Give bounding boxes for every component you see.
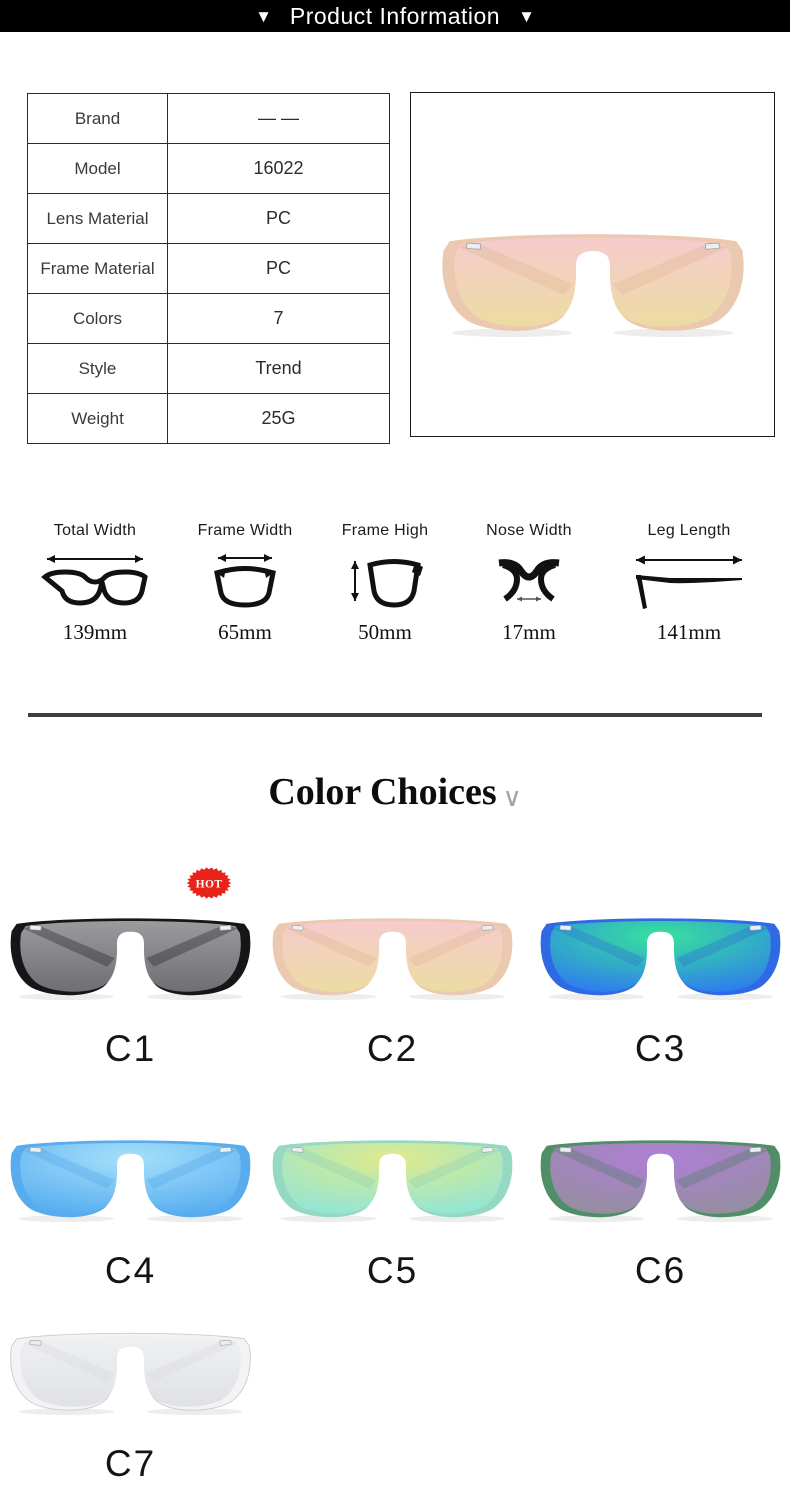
svg-text:HOT: HOT [195, 878, 223, 891]
variant-card-c6 [538, 1125, 783, 1292]
spec-row [28, 94, 390, 144]
variant-card-c7 [8, 1318, 253, 1485]
variant-card-c5 [270, 1125, 515, 1292]
measurement-value: 50mm [358, 620, 412, 644]
measurement-label: Frame High [341, 522, 429, 539]
variant-glasses-image [8, 1318, 253, 1419]
measurement-leg-length [614, 522, 764, 645]
variant-glasses-image [538, 903, 783, 1004]
spec-label: Model [28, 144, 168, 194]
measurement-label: Nose Width [486, 522, 572, 539]
spec-table [27, 93, 390, 444]
product-photo [410, 92, 775, 437]
color-choices-title [0, 770, 790, 814]
header-bar [0, 0, 790, 32]
triangle-down-icon: ▼ [255, 6, 272, 26]
spec-label: Style [28, 344, 168, 394]
spec-row [28, 294, 390, 344]
variant-glasses-image [270, 1125, 515, 1226]
variant-glasses-image [8, 903, 253, 1004]
spec-label: Brand [28, 94, 168, 144]
measurement-value: 139mm [62, 620, 128, 644]
measurement-value: 65mm [218, 620, 272, 644]
spec-label: Weight [28, 394, 168, 444]
spec-label: Colors [28, 294, 168, 344]
variant-label: C3 [634, 1028, 687, 1070]
variant-card-c2 [270, 903, 515, 1070]
measurement-label: Total Width [53, 522, 137, 539]
variant-label: C4 [104, 1250, 157, 1292]
chevron-down-icon: ∨ [502, 782, 522, 812]
spec-label: Lens Material [28, 194, 168, 244]
temple-arm-icon [630, 548, 748, 614]
measurement-nose-width [454, 522, 604, 645]
single-lens-icon [210, 548, 280, 614]
spec-row [28, 244, 390, 294]
lens-height-icon [345, 548, 425, 614]
measurement-label: Leg Length [647, 522, 731, 539]
glasses-front-icon [39, 548, 151, 614]
variant-glasses-image [538, 1125, 783, 1226]
spec-row [28, 394, 390, 444]
variant-label: C7 [104, 1443, 157, 1485]
page-title: Product Information [289, 2, 501, 29]
hot-badge [186, 862, 232, 904]
spec-value: 7 [168, 294, 390, 344]
nose-bridge-icon [487, 548, 571, 614]
spec-value: PC [168, 244, 390, 294]
variant-label: C1 [104, 1028, 157, 1070]
triangle-down-icon: ▼ [518, 6, 535, 26]
spec-row [28, 144, 390, 194]
measurement-label: Frame Width [197, 522, 293, 539]
variant-card-c1 [8, 878, 253, 1070]
variant-glasses-image [270, 903, 515, 1004]
variant-label: C5 [366, 1250, 419, 1292]
measurement-frame-high [310, 522, 460, 645]
variant-label: C2 [366, 1028, 419, 1070]
variant-glasses-image [8, 1125, 253, 1226]
spec-value: Trend [168, 344, 390, 394]
measurement-frame-width [170, 522, 320, 645]
product-photo-glasses-image [439, 215, 747, 342]
variant-label: C6 [634, 1250, 687, 1292]
measurement-value: 141mm [656, 620, 722, 644]
variant-card-c4 [8, 1125, 253, 1292]
spec-label: Frame Material [28, 244, 168, 294]
color-choices-text: Color Choices [268, 771, 497, 813]
section-divider [28, 713, 762, 717]
spec-value: 16022 [168, 144, 390, 194]
spec-row [28, 194, 390, 244]
spec-value: — — [168, 94, 390, 144]
measurement-value: 17mm [502, 620, 556, 644]
spec-row [28, 344, 390, 394]
measurement-total-width [20, 522, 170, 645]
spec-value: PC [168, 194, 390, 244]
variant-card-c3 [538, 903, 783, 1070]
spec-value: 25G [168, 394, 390, 444]
